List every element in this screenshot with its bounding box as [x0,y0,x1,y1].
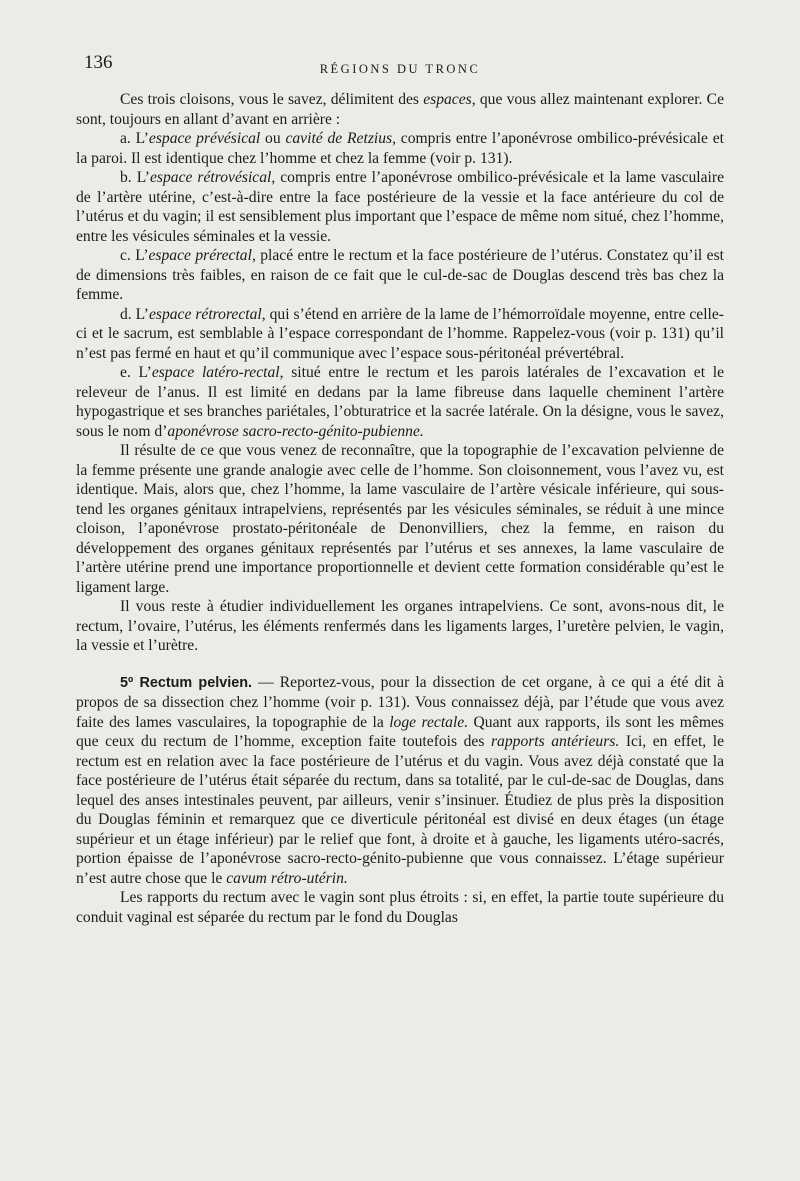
paragraph [76,246,724,305]
text-run: Ici, en effet, le rectum est en relation avec la face postérieure de l’utérus et du vagin. Vous avez déjà constaté que la face postérieure de l’utérus était séparée du rectum, dans sa totalité, par le cul-de-sac de Douglas, dans lequel des anses intestinales peuvent, par ailleurs, venir s’insinuer. Étudiez de plus près la disposition du Douglas féminin et remarquez que ce diverticule péritonéal est divisé en deux étages (un étage supérieur et un étage inférieur) par le relief que font, à droite et à gauche, les ligaments utéro-sacrés, portion épaisse de l’aponévrose sacro-recto-génito-pubienne que vous connaissez. L’étage supérieur n’est autre chose que le [76,733,724,887]
italic-term: loge rectale. [389,713,469,731]
text-run: Quant aux rapports, ils sont les mêmes que ceux du rectum de l’homme, exception faite toutefois des [76,713,724,750]
text-run: b. L’ [120,169,150,186]
italic-term: espace prévésical [148,130,261,147]
text-run: , placé entre le rectum et la face postérieure de l’utérus. Constatez qu’il est de dimensions très faibles, en raison de ce fait que le cul-de-sac de Douglas descend très bas chez la femme. [76,247,724,303]
italic-term: espaces [423,91,472,108]
italic-term: espace rétrorectal [148,305,262,323]
text-run: , compris entre l’aponévrose ombilico-prévésicale et la lame vasculaire de l’artère utérine, c’est-à-dire entre la face postérieure de la vessie et la face antérieure du col de l’utérus et du vagin; il est sensiblement plus important que l’espace de même nom situé, chez l’homme, entre les vésicules séminales et la vessie. [76,169,724,245]
running-title: RÉGIONS DU TRONC [319,62,481,76]
paragraph [76,305,724,364]
text-run: Il vous reste à étudier individuellement les organes intrapelviens. Ce sont, avons-nous dit, le rectum, l’ovaire, l’utérus, les éléments renfermés dans les ligaments larges, l’uretère pelvien, le vagin, la vessie et l’urètre. [76,598,724,654]
text-run: Les rapports du rectum avec le vagin sont plus étroits : si, en effet, la partie toute supérieure du conduit vaginal est séparée du rectum par le fond du Douglas [76,889,724,926]
paragraph [76,597,724,656]
page-number: 136 [84,52,113,73]
text-run: e. L’ [120,364,152,381]
paragraph [76,363,724,441]
italic-term: espace rétrovésical [150,169,272,186]
text-run: ou [260,130,286,147]
italic-term: cavité de Retzius, [285,130,396,147]
italic-term: espace prérectal [148,247,252,264]
paragraph [76,441,724,597]
paragraph [76,129,724,168]
text-run: d. L’ [120,305,149,323]
paragraph [76,90,724,129]
text-run: , qui s’étend en arrière de la lame de l’hémorroïdale moyenne, entre celle-ci et le sacrum, est semblable à l’espace correspondant de l’homme. Rappelez-vous (voir p. 131) qu’il n’est pas fermé en haut et qu’il communique avec l’espace sous-péritonéal prévertébral. [76,305,724,362]
italic-term: espace latéro-rectal [151,364,280,381]
text-run: — Reportez-vous, pour la dissection de cet organe, à ce qui a été dit à propos de sa dissection chez l’homme (voir p. 131). Vous connaissez déjà, par l’étude que vous avez faite des lames vasculaires, la topographie de la [76,673,724,731]
paragraph [76,673,724,889]
text-run: c. L’ [120,247,149,264]
body-text [76,90,724,927]
text-run: Il résulte de ce que vous venez de reconnaître, que la topographie de l’excavation pelvienne de la femme présente une grande analogie avec celle de l’homme. Son cloisonnement, vous l’avez vu, est identique. Mais, alors que, chez l’homme, la lame vasculaire de l’artère vésicale inférieure, qui sous-tend les organes génitaux intrapelviens, représentés par les vésicules séminales, se réduit à une mince cloison, l’aponévrose prostato-péritonéale de Denonvilliers, chez la femme, en raison du développement des organes génitaux représentés par l’utérus et ses annexes, la lame vasculaire de l’artère utérine prend une importance proportionnelle et devient cette formation considérable qu’est le ligament large. [76,442,724,596]
paragraph [76,888,724,927]
italic-term: rapports antérieurs. [490,733,620,750]
paragraph [76,168,724,246]
italic-term: cavum rétro-utérin. [226,869,348,887]
section-heading: 5º Rectum pelvien. [120,674,252,691]
page-header [84,52,716,78]
text-run: , que vous allez maintenant explorer. Ce sont, toujours en allant d’avant en arrière : [76,91,724,128]
text-run: , situé entre le rectum et les parois latérales de l’excavation et le releveur de l’anus. Il est limité en dedans par la lame fibreuse dans laquelle cheminent l’artère hypogastrique et ses branches pariétales, l’obturatrice et la sacrée latérale. On la désigne, vous le savez, sous le nom d’ [76,364,724,440]
text-run: compris entre l’aponévrose ombilico-prévésicale et la paroi. Il est identique chez l’homme et chez la femme (voir p. 131). [76,130,724,167]
italic-term: aponévrose sacro-recto-génito-pubienne. [167,422,424,440]
text-run: a. L’ [120,130,149,147]
text-run: Ces trois cloisons, vous le savez, délimitent des [120,91,424,108]
